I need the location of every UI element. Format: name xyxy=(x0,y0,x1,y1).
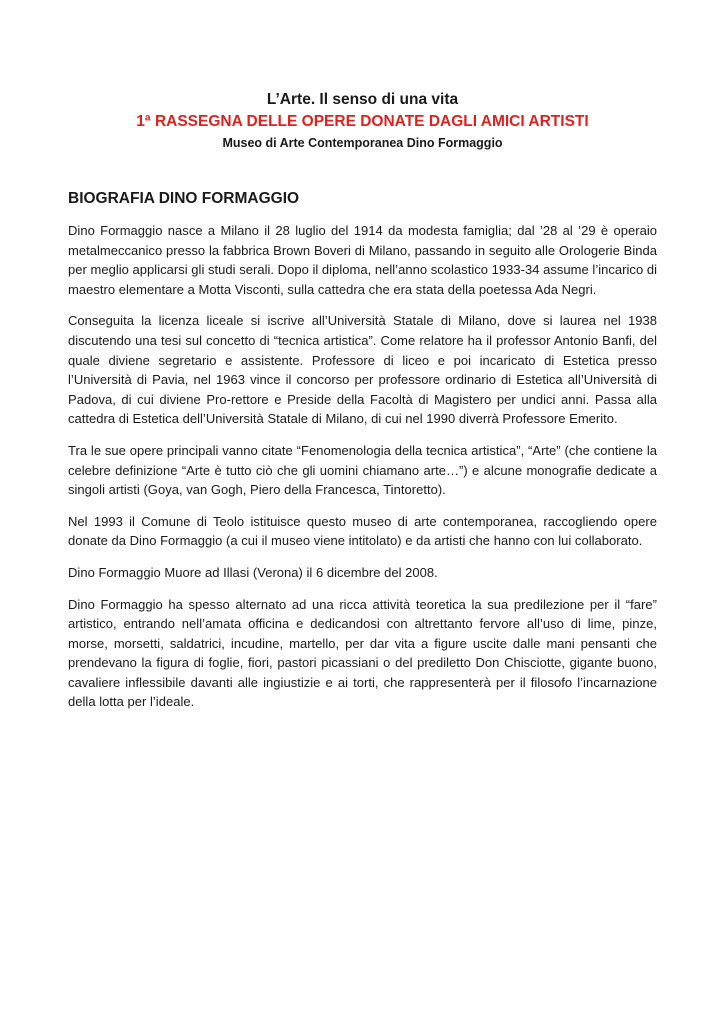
paragraph-1: Dino Formaggio nasce a Milano il 28 luglio del 1914 da modesta famiglia; dal ’28 al ’29 è operaio metalmeccanico presso la fabbrica Brown Boveri di Milano, passando in seguito alle Orologerie Binda per meglio applicarsi gli studi serali. Dopo il diploma, nell’anno scolastico 1933-34 assume l’incarico di maestro elementare a Motta Visconti, sulla cattedra che era stata della poetessa Ada Negri. xyxy=(68,223,657,297)
museum-name: Museo di Arte Contemporanea Dino Formaggio xyxy=(222,136,503,150)
document-header xyxy=(68,89,657,152)
paragraph-2: Conseguita la licenza liceale si iscrive all’Università Statale di Milano, dove si laurea nel 1938 discutendo una tesi sul concetto di “tecnica artistica”. Come relatore ha il professor Antonio Banfi, del quale diviene segretario e assistente. Professore di liceo e poi incaricato di Estetica presso l’Università di Pavia, nel 1963 vince il concorso per professore ordinario di Estetica all’Università di Padova, di cui diviene Pro-rettore e Preside della Facoltà di Magistero per undici anni. Passa alla cattedra di Estetica dell’Università Statale di Milano, di cui nel 1990 diverrà Professore Emerito. xyxy=(68,313,657,427)
exhibition-subtitle: 1ª RASSEGNA DELLE OPERE DONATE DAGLI AMICI ARTISTI xyxy=(136,113,589,130)
paragraph-4: Nel 1993 il Comune di Teolo istituisce questo museo di arte contemporanea, raccogliendo opere donate da Dino Formaggio (a cui il museo viene intitolato) e da artisti che hanno con lui collaborato. xyxy=(68,513,657,549)
document-title: L’Arte. Il senso di una vita xyxy=(266,91,459,108)
paragraph-3: Tra le sue opere principali vanno citate “Fenomenologia della tecnica artistica”, “Arte” (che contiene la celebre definizione “Arte è tutto ciò che gli uomini chiamano arte…”) e alcune monografie dedicate a singoli artisti (Goya, van Gogh, Piero della Francesca, Tintoretto). xyxy=(68,442,657,498)
biography-body xyxy=(68,221,657,724)
paragraph-6: Dino Formaggio ha spesso alternato ad una ricca attività teoretica la sua predilezione per il “fare” artistico, entrando nell’amata officina e dedicandosi con altrettanto fervore all’uso di lime, pinze, morse, morsetti, saldatrici, incudine, martello, per dar vita a figure uscite dalle mani pensanti che prendevano la figura di foglie, fiori, pastori picassiani o del prediletto Don Chisciotte, gigante buono, cavaliere inflessibile davanti alle ingiustizie e ai torti, che rappresenterà per il filosofo l’incarnazione della lotta per l’ideale. xyxy=(68,596,657,710)
paragraph-5: Dino Formaggio Muore ad Illasi (Verona) il 6 dicembre del 2008. xyxy=(68,564,438,580)
section-heading: BIOGRAFIA DINO FORMAGGIO xyxy=(68,190,300,207)
